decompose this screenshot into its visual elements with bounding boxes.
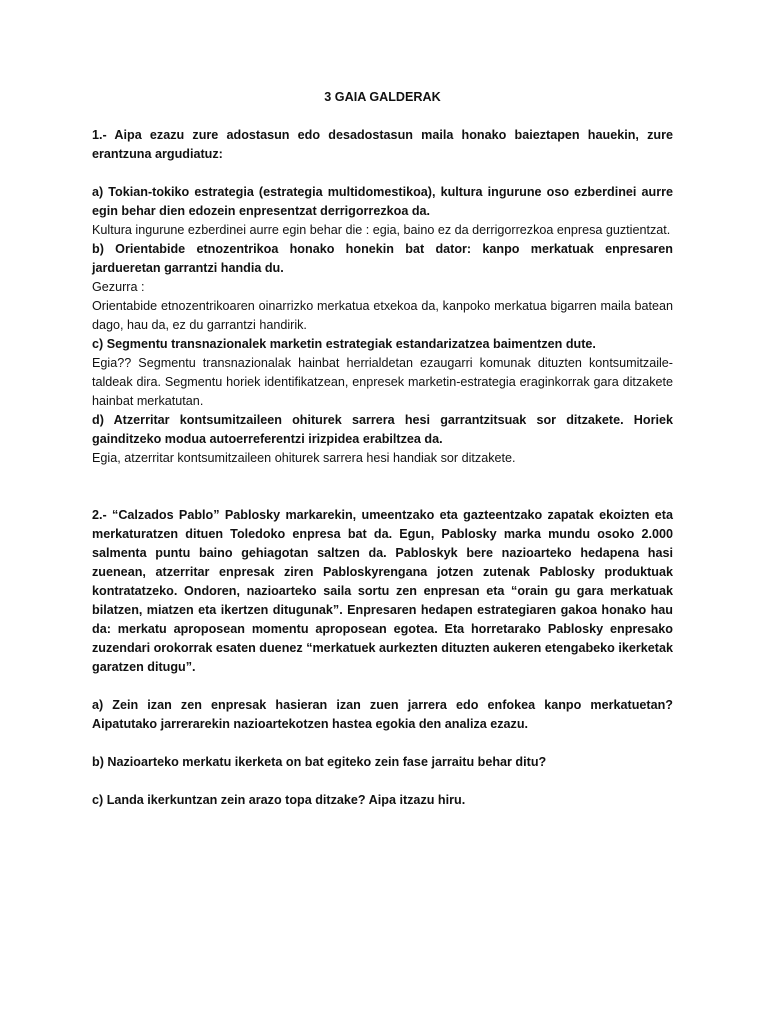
question-2c: c) Landa ikerkuntzan zein arazo topa ditzake? Aipa itzazu hiru.	[92, 793, 466, 807]
statement-d: d) Atzerritar kontsumitzaileen ohiturek sarrera hesi garrantzitsuak sor ditzakete. Horiek gainditzeko modua autoerreferentzi irizpidea erabiltzea da.	[92, 413, 673, 446]
question-2b: b) Nazioarteko merkatu ikerketa on bat egiteko zein fase jarraitu behar ditu?	[92, 755, 547, 769]
document-title: 3 GAIA GALDERAK	[324, 90, 441, 104]
question-2-case: 2.- “Calzados Pablo” Pablosky markarekin, umeentzako eta gazteentzako zapatak ekoizten eta merkaturatzen dituen Toledoko enpresa bat da. Egun, Pablosky marka mundu osoko 2.000 salmenta puntu baino gehiagotan saltzen da. Pabloskyk bere nazioarteko hedapena hasi zuenean, atzerritar enpresak ziren Pabloskyrengana jotzen zutenak Pablosky produktuak kontratatzeko. Ondoren, nazioarteko saila sortu zen enpresan eta “orain gu gara merkatuak bilatzen, miatzen eta ikertzen ditugunak”. Enpresaren hedapen estrategiaren gakoa honako hau da: merkatu aproposean momentu aproposean egotea. Eta horretarako Pablosky enpresako zuzendari orokorrak esaten duenez “merkatuek aurkezten dituzten aukeren etengabeko ikerketak garatzen ditugu”.	[92, 508, 673, 674]
statement-c: c) Segmentu transnazionalek marketin estrategiak estandarizatzea baimentzen dute.	[92, 337, 596, 351]
question-2a: a) Zein izan zen enpresak hasieran izan zuen jarrera edo enfokea kanpo merkatuetan? Aipatutako jarrerarekin nazioartekotzen hastea egokia den analiza ezazu.	[92, 698, 673, 731]
statement-b: b) Orientabide etnozentrikoa honako honekin bat dator: kanpo merkatuak enpresaren jardueretan garrantzi handia du.	[92, 242, 673, 275]
answer-a: Kultura ingurune ezberdinei aurre egin behar die : egia, baino ez da derrigorrezkoa enpresa guztientzat.	[92, 223, 671, 237]
answer-b: Orientabide etnozentrikoaren oinarrizko merkatua etxekoa da, kanpoko merkatua bigarren maila batean dago, hau da, ez du garrantzi handirik.	[92, 299, 673, 332]
statement-a: a) Tokian-tokiko estrategia (estrategia multidomestikoa), kultura ingurune oso ezberdinei aurre egin behar dien edozein enpresentzat derrigorrezkoa da.	[92, 185, 673, 218]
answer-b-verdict: Gezurra :	[92, 280, 145, 294]
answer-d: Egia, atzerritar kontsumitzaileen ohiturek sarrera hesi handiak sor ditzakete.	[92, 451, 516, 465]
spacer	[92, 677, 673, 696]
spacer	[92, 734, 673, 753]
answer-c: Egia?? Segmentu transnazionalak hainbat herrialdetan ezaugarri komunak dituzten kontsumitzaile-taldeak dira. Segmentu horiek identifikatzean, enpresek marketin-estrategia eraginkorrak gara ditzakete hainbat merkatutan.	[92, 356, 673, 408]
spacer	[92, 164, 673, 183]
spacer	[92, 468, 673, 506]
spacer	[92, 772, 673, 791]
question-1-heading: 1.- Aipa ezazu zure adostasun edo desadostasun maila honako baieztapen hauekin, zure erantzuna argudiatuz:	[92, 128, 673, 161]
document-page	[92, 88, 673, 810]
